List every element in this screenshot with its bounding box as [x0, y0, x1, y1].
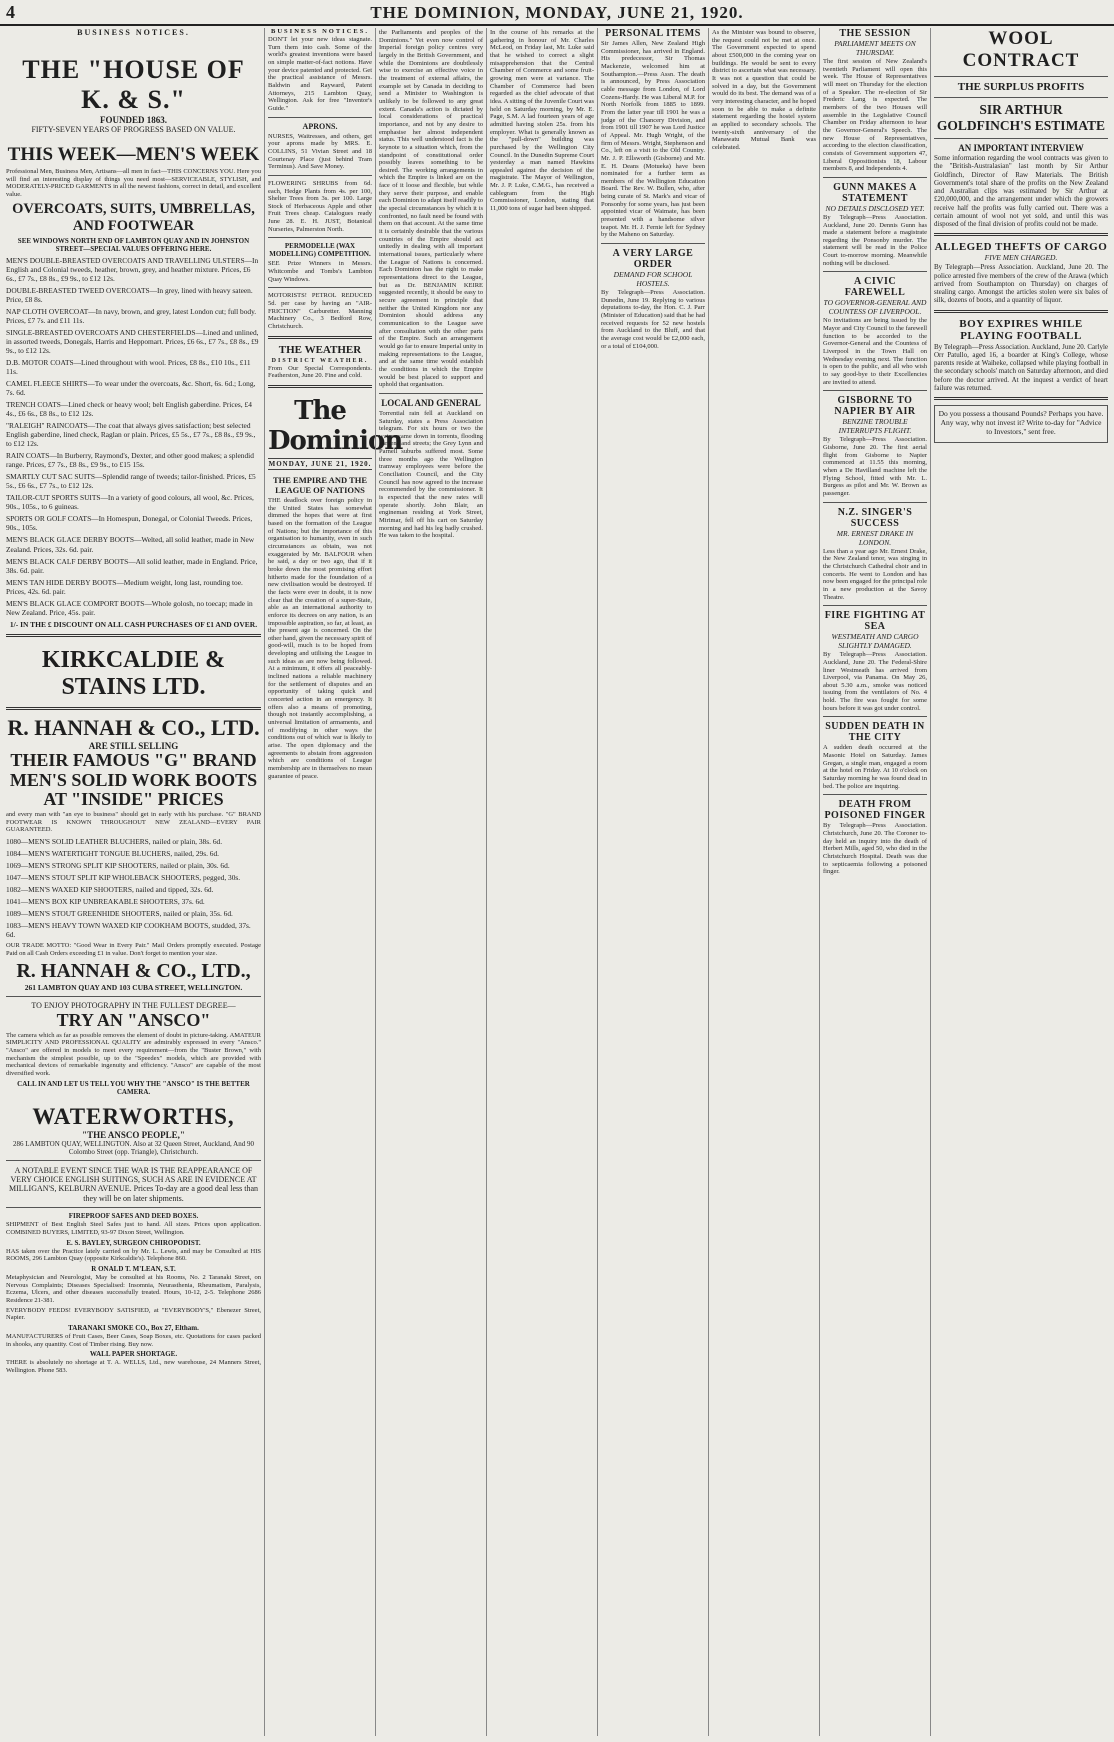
large-order-text: By Telegraph—Press Association. Dunedin, June 19. Replying to various deputations to-day, the Hon. C. J. Parr (Minister of Education) said that he had received requests for 52 new hostels from Auckland to the Bluff, and that the average cost would be £2,000 each, or a total of £104,000.: [601, 289, 705, 350]
kirkcaldie-heading: KIRKCALDIE & STAINS LTD.: [41, 646, 226, 700]
interview-heading: AN IMPORTANT INTERVIEW: [958, 143, 1084, 153]
motorists-ad: MOTORISTS! PETROL REDUCED 5d. per case by having an "AIR-FRICTION" Carburetter. Manning Machinery Co., 3 Bedford Row, Christchurch.: [268, 292, 372, 331]
singer-sub: MR. ERNEST DRAKE IN LONDON.: [836, 528, 914, 547]
permodelle-text: SEE Prize Winners in Messrs. Whitcombe and Tombs's Lambton Quay Windows.: [268, 260, 372, 283]
local-general-heading: LOCAL AND GENERAL: [381, 397, 481, 408]
wall-paper-heading: WALL PAPER SHORTAGE.: [89, 1350, 178, 1359]
aprons-heading: APRONS.: [302, 121, 338, 131]
ks-price-item: DOUBLE-BREASTED TWEED OVERCOATS—In grey, lined with heavy sateen. Price, £8 8s.: [6, 285, 253, 304]
newspaper-title: THE DOMINION, MONDAY, JUNE 21, 1920.: [370, 3, 744, 22]
ansco-heading: TRY AN "ANSCO": [56, 1009, 211, 1030]
gisborne-sub: BENZINE TROUBLE INTERRUPTS FLIGHT.: [838, 417, 912, 436]
local-general-text: Torrential rain fell at Auckland on Saturday, states a Press Association telegram. For six hours or two the waters came down in torrents, flooding gardens and streets; the Grey Lynn and Parnell suburbs suffered most. Some three months ago the Wellington tramway employees were before the Conciliation Council, and the City Council has now agreed to the increase recommended by the commissioner. It is expected that the new rates will operate shortly. John Blair, an engineman residing at York Street, Mirimar, fell off his cart on Saturday morning and had his leg badly crushed. He was taken to the hospital.: [379, 409, 483, 540]
ks-price-item: TAILOR-CUT SPORTS SUITS—In a variety of good colours, all wool, &c. Prices, 90s., 105s., to 6 guineas.: [6, 493, 254, 512]
column-6-text: As the Minister was bound to observe, the request could not be met at once. The Government expected to spend about £500,000 in the coming year on buildings. He would be sent to every district to ascertain what was necessary. It was not a question that could be solved in a day, but the Government would do its best. The demand was of a very interesting character, and he hoped soon to be able to make a definite statement regarding the hostel system as applied to secondary schools. The twenty-sixth anniversary of the Manawatu Mutual Bank was celebrated.: [712, 29, 816, 151]
column-4-text: In the course of his remarks at the gathering in honour of Mr. Charles McLeod, on Friday last, Mr. Luke said that he wished to correct a slight misapprehension that the Central Chamber of Commerce and some fruit-growing men were at variance. The Chamber of Commerce had been regarded as the chief advocate of that idea. A sitting of the Juvenile Court was held on Saturday morning, by Mr. E. Page, S.M. A lad fourteen years of age admitted having stolen 25s. from his employer. What is generally known as the "pull-down" building was purchased by the Wellington City Council. In the Dunedin Supreme Court yesterday a man named Hawkins appealed against the decision of the magistrate. The Mayor of Wellington, Mr. J. P. Luke, C.M.G., has received a cablegram from the High Commissioner, London, stating that 11,000 tons of sugar had been shipped.: [490, 29, 594, 213]
column-ads-1: [6, 28, 261, 1736]
founded-label: FOUNDED 1863.: [100, 115, 167, 125]
boy-football-text: By Telegraph—Press Association. Auckland, June 20. Carlyle Orr Patullo, aged 16, a boarder at King's College, whose parents reside at Waiheke, collapsed while playing football in the secondary schools' match on Saturday afternoon, and died before the doctor arrived. At the inquest a verdict of heart failure was returned.: [934, 342, 1108, 392]
weather-heading: THE WEATHER: [278, 343, 362, 356]
hannah-motto: OUR TRADE MOTTO: "Good Wear in Every Pair." Mail Orders promptly executed. Postage Paid on all Cash Orders exceeding £1 in value. Don't forget to mention your size.: [6, 942, 261, 958]
fire-heading: FIRE FIGHTING AT SEA: [824, 610, 926, 633]
ks-price-item: SINGLE-BREASTED OVERCOATS AND CHESTERFIELDS—Lined and unlined, in assorted tweeds, Donegals, Harris and Heppomart. Prices, £6 6s., £7 7s., £8 8s., £9 9s., to £12 12s.: [6, 327, 259, 355]
ks-price-item: TRENCH COATS—Lined check or heavy wool; belt English gaberdine. Prices, £4 4s., £6 6s., £8 8s., to £12 12s.: [6, 400, 252, 419]
hannah-price-item: 1084—MEN'S WATERTIGHT TONGUE BLUCHERS, nailed, 29s. 6d.: [6, 849, 220, 859]
progress-tagline: FIFTY-SEVEN YEARS OF PROGRESS BASED ON VALUE.: [31, 125, 236, 134]
waterworths-sub: "THE ANSCO PEOPLE,": [82, 1129, 185, 1140]
column-2: [268, 28, 403, 1736]
shrubs-ad: FLOWERING SHRUBS from 6d. each, Hedge Plants from 4s. per 100, Shelter Trees from 3s. per 100. Large Stock of Herbaceous Apple and other Fruit Trees cheap. Catalogues ready June 28. E. H. JUST, Botanical Nurseries, Palmerston North.: [268, 179, 372, 233]
dominion-nameplate: The Dominion: [268, 396, 403, 456]
hannah-price-item: 1041—MEN'S BOX KIP UNBREAKABLE SHOOTERS, 37s. 6d.: [6, 897, 205, 907]
hannah-address: 261 LAMBTON QUAY AND 103 CUBA STREET, WELLINGTON.: [24, 982, 243, 992]
milligans-ad: A NOTABLE EVENT SINCE THE WAR IS THE REAPPEARANCE OF VERY CHOICE ENGLISH SUITINGS, SUCH AS ARE IN EVIDENCE AT MILLIGAN'S, KELBURN AVENUE. Prices To-day are a good deal less than they will be on later shipments.: [9, 1165, 258, 1203]
ks-price-item: MEN'S BLACK CALF DERBY BOOTS—All solid leather, made in England. Price, 38s. 6d. pair.: [6, 556, 258, 575]
everybody-ad: EVERYBODY FEEDS! EVERYBODY SATISFIED, at "EVERYBODY'S," Ebenezer Street, Napier.: [6, 1306, 261, 1322]
column-5: [601, 28, 705, 1736]
personal-items-text: Sir James Allen, New Zealand High Commissioner, has arrived in England. His predecessor, Sir Thomas Mackenzie, welcomed him at Southampton.—Press Assn. The death is announced, by Press Association cable message from London, of Lord Cozens-Hardy. He was Liberal M.P. for North Norfolk from 1885 to 1899. From the latter year till 1901 he was a judge of the Chancery Division, and from 1901 till 1907 he was Lord Justice of Appeal. Mr. Hugh Wright, of the firm of Messrs. Wright, Stephenson and Co., left on a visit to the Old Country. Mr. J. P. Ellsworth (Gisborne) and Mr. E. H. Deans (Motueka) have been nominated for a further term as members of the Wellington Education Board. The Rev. W. Bullen, who, after being curate of St. Mark's and vicar of Ponsonby for some years, has just been appointed vicar of Waimate, has been presented with a handsome silver teapot. Mr. H. J. Fernie left for Sydney by the Maheno on Saturday.: [601, 40, 705, 239]
ks-price-item: MEN'S BLACK GLACE DERBY BOOTS—Welted, all solid leather, made in New Zealand. Prices, 32s. 6d. pair.: [6, 535, 255, 554]
editorial-date: MONDAY, JUNE 21, 1920.: [268, 460, 372, 468]
business-notices-heading: BUSINESS NOTICES.: [77, 28, 190, 37]
mclean-text: Metaphysician and Neurologist, May be consulted at his Rooms, No. 2 Taranaki Street, on Nervous Complaints; Diseases Specialised: Insomnia, Neurasthenia, Rheumatism, Paralysis, Eczema, Ulcers, and other diseases successfully treated. Hours, 10-12, 2-5. Telephone 2686 Residence 21-381.: [6, 1273, 261, 1304]
ks-price-item: "RALEIGH" RAINCOATS—The coat that always gives satisfaction; best selected English gaberdine, lined check, Raglan or plain. Prices, £5 5s., £7 7s., £8 8s., £9 9s., to £12 12s.: [6, 421, 256, 449]
ansco-intro: TO ENJOY PHOTOGRAPHY IN THE FULLEST DEGREE—: [31, 1000, 236, 1010]
goldfinch-heading: SIR ARTHUR GOLDFINCH'S ESTIMATE: [936, 102, 1106, 133]
hannah-price-item: 1069—MEN'S STRONG SPLIT KIP SHOOTERS, nailed or plain, 30s. 6d.: [6, 861, 230, 871]
hannah-price-item: 1083—MEN'S HEAVY TOWN WAXED KIP COOKHAM BOOTS, studded, 37s. 6d.: [6, 921, 251, 940]
hannah-price-item: 1082—MEN'S WAXED KIP SHOOTERS, nailed and tipped, 32s. 6d.: [6, 885, 214, 895]
column-7: [823, 28, 927, 1736]
fire-sub: WESTMEATH AND CARGO SLIGHTLY DAMAGED.: [831, 632, 919, 651]
singer-heading: N.Z. SINGER'S SUCCESS: [837, 506, 913, 529]
ks-price-item: SMARTLY CUT SAC SUITS—Splendid range of tweeds; tailor-finished. Prices, £5 5s., £6 6s., £7 7s., to £12 12s.: [6, 472, 256, 491]
weather-sub: DISTRICT WEATHER.: [271, 357, 369, 364]
large-order-sub: DEMAND FOR SCHOOL HOSTELS.: [613, 270, 693, 289]
mens-week-heading: THIS WEEK—MEN'S WEEK: [7, 144, 260, 165]
hannah-price-item: 1047—MEN'S STOUT SPLIT KIP WHOLEBACK SHOOTERS, pegged, 30s.: [6, 873, 241, 883]
ks-price-item: MEN'S DOUBLE-BREASTED OVERCOATS AND TRAVELLING ULSTERS—In English and Colonial tweeds, heather, brown, grey, and heather mixture. Prices, £6 6s., £7 7s., £8 8s., £9 9s., to £12 12s.: [6, 255, 259, 283]
fireproof-heading: FIREPROOF SAFES AND DEED BOXES.: [68, 1212, 199, 1221]
hannah-heading: R. HANNAH & CO., LTD.: [7, 714, 260, 740]
ansco-call: CALL IN AND LET US TELL YOU WHY THE "ANSCO" IS THE BETTER CAMERA.: [17, 1079, 250, 1096]
singer-text: Less than a year ago Mr. Ernest Drake, the New Zealand tenor, was singing in the Christchurch Cathedral choir and in concerts. He went to London and has now been engaged for the principal role in a new production at the Savoy Theatre.: [823, 547, 927, 601]
taranaki-text: MANUFACTURERS of Fruit Cases, Beer Cases, Soap Boxes, etc. Quotations for cases packed in shooks, any quantity. Cost of Timber rising. Buy now.: [6, 1332, 261, 1348]
editorial-heading: THE EMPIRE AND THE LEAGUE OF NATIONS: [272, 475, 368, 495]
permodelle-heading: PERMODELLE (WAX MODELLING) COMPETITION.: [269, 242, 371, 259]
ks-price-item: SPORTS OR GOLF COATS—In Homespun, Donegal, or Colonial Tweeds. Prices, 90s., 105s.: [6, 514, 253, 533]
ks-price-item: NAP CLOTH OVERCOAT—In navy, brown, and grey, latest London cut; full body. Prices, £7 7s. and £11 11s.: [6, 306, 257, 325]
civic-text: No invitations are being issued by the Mayor and City Council to the farewell function to be accorded to the Governor-General and the Countess of Liverpool in the Town Hall on Wednesday evening next. The function is open to the public, and all who wish to say good-bye to their Excellencies are invited to attend.: [823, 317, 927, 386]
page-number: 4: [6, 2, 15, 22]
civic-heading: A CIVIC FAREWELL: [844, 276, 906, 299]
ks-price-item: RAIN COATS—In Burberry, Raymond's, Dexter, and other good makes; a splendid range. Prices, £7 7s., £8 8s., £9 9s., to £15 15s.: [6, 451, 254, 470]
fireproof-text: SHIPMENT of Best English Steel Safes just to hand. All sizes. Prices upon application. COMBINED BUYERS, LIMITED, 93-97 Dixon Street, Wellington.: [6, 1221, 261, 1237]
session-sub: PARLIAMENT MEETS ON THURSDAY.: [834, 39, 916, 57]
house-of-ks-heading: THE "HOUSE OF K. & S.": [22, 55, 245, 114]
bayley-heading: E. S. BAYLEY, SURGEON CHIROPODIST.: [66, 1238, 201, 1247]
personal-items-heading: PERSONAL ITEMS: [605, 28, 701, 39]
sudden-death-text: A sudden death occurred at the Masonic Hotel on Saturday. James Gregan, a single man, engaged a room at the hotel on Friday. At 10 o'clock on Saturday morning he was found dead in bed. The police are inquiring.: [823, 744, 927, 790]
fire-text: By Telegraph—Press Association. Auckland, June 20. The Federal-Shire liner Westmeath has arrived from Liverpool, via Panama. On May 26, about 5.30 a.m., smoke was noticed issuing from the ventilators of No. 4 hold. The fire was fought for some hours before it was got under control.: [823, 651, 927, 712]
editorial-continued: the Parliaments and peoples of the Dominions." Yet even now control of Imperial foreign policy centres very largely in the British Government, and while the Dominions are doubtlessly wise to exercise an effective voice in the treatment of external affairs, the example set by Canada in deciding to send a Minister to Washington is unlikely to be followed to any great extent. Canada's action is dictated by local considerations of practical importance, and not by any desire to emphasise her almost independent status. This well understood fact is the keynote to a situation which, from the standpoint of constitutional order possibly leaves something to be desired. The working arrangements in which the Empire is linked are on the face of it loose and flexible, but while they serve their purpose, and enable each Dominion to adapt itself readily to the special circumstances by which it is confronted, no fault need be found with them on that account. At the same time it is certainly desirable that the various countries of the Empire should act unitedly in dealing with all important international issues, particularly where the League of Nations is concerned. Each Dominion has the right to make representations direct to the League, but as Dr. BENJAMIN KEIRE suggested recently, it should be easy to secure agreement in principle that neither the United Kingdom nor any Dominion should address any communication to the League save after consultation with the other parts of the Empire. Such an arrangement would go far to ensure Imperial unity in making representations to the League, and at the same time would establish the conditions in which the Empire would be best placed to support and uphold that organisation.: [379, 29, 483, 389]
ansco-text: The camera which as far as possible removes the element of doubt in picture-taking. AMATEUR SIMPLICITY AND PROFESSIONAL QUALITY are admirably expressed in every "Ansco." "Ansco" are offered in models to meet every requirement—from the "Buster Brown," with mechanism the simplest possible, up to the "Speedex" models, which are provided with mechanical devices of remarkable ingenuity and efficiency. "Ansco" are capable of the most diversified work.: [6, 1031, 261, 1077]
session-heading: THE SESSION: [839, 28, 911, 39]
cargo-thefts-heading: ALLEGED THEFTS OF CARGO: [934, 241, 1108, 254]
column-6: [712, 28, 816, 1736]
hannah-heading-2: R. HANNAH & CO., LTD.,: [16, 959, 251, 982]
surplus-profits-heading: THE SURPLUS PROFITS: [957, 81, 1085, 93]
civic-sub: TO GOVERNOR-GENERAL AND COUNTESS OF LIVERPOOL.: [823, 298, 927, 317]
g-brand-heading: THEIR FAMOUS "G" BRAND MEN'S SOLID WORK BOOTS AT "INSIDE" PRICES: [9, 749, 258, 810]
masthead: [0, 0, 1114, 26]
cargo-thefts-text: By Telegraph—Press Association. Auckland, June 20. The police arrested five members of the crew of the Arawa (which arrived from Southampton on Thursday) on charges of stealing cargo. Amongst the articles stolen were six bales of silk, dozens of boots, and a quantity of liquor.: [934, 263, 1108, 305]
sudden-death-heading: SUDDEN DEATH IN THE CITY: [825, 721, 925, 744]
boy-football-heading: BOY EXPIRES WHILE PLAYING FOOTBALL: [959, 317, 1083, 342]
poisoned-finger-text: By Telegraph—Press Association. Christchurch, June 20. The Coroner to-day held an inquiry into the death of Herbert Mills, aged 50, who died in the Christchurch Hospital. Death was due to septicaemia following a poisoned finger.: [823, 822, 927, 876]
wall-paper-text: THERE is absolutely no shortage at T. A. WELLS, Ltd., new warehouse, 24 Manners Street, Wellington. Phone 583.: [6, 1359, 261, 1374]
column-3: [379, 28, 483, 1736]
gisborne-text: By Telegraph—Press Association. Gisborne, June 20. The first aerial flight from Gisborne to Napier commenced at 11.55 this morning, when a De Havilland machine left the Flying School, fitted with Mr. L. Burgess as pilot and Mr. W. Brown as passenger.: [823, 436, 927, 497]
mens-week-text: Professional Men, Business Men, Artisans—all men in fact—THIS CONCERNS YOU. Here you will find an interesting display of things you need most—SERVICEABLE, STYLISH, and MODERATELY-PRICED GARMENTS in all the newest fashions, correct in detail, and excellent value.: [6, 168, 261, 198]
hannah-price-list: [6, 837, 261, 939]
investors-ad-text: Do you possess a thousand Pounds? Perhaps you have. Any way, why not invest it? Write to-day for "Advice to Investors," sent free.: [938, 409, 1104, 436]
hannah-price-item: 1080—MEN'S SOLID LEATHER BLUCHERS, nailed or plain, 38s. 6d.: [6, 837, 223, 847]
ks-price-item: CAMEL FLEECE SHIRTS—To wear under the overcoats, &c. Short, 6s. 6d.; Long, 7s. 6d.: [6, 379, 256, 398]
investors-ad: [934, 405, 1108, 443]
column-4: [490, 28, 594, 1736]
taranaki-heading: TARANAKI SMOKE CO., Box 27, Eltham.: [68, 1323, 199, 1332]
column-8: [934, 28, 1108, 1736]
session-text: The first session of New Zealand's twentieth Parliament will open this week. The House of Representatives will meet on Thursday for the election of a Speaker. The re-election of Sir Frederic Lang is expected. The members of the two Houses will assemble in the Legislative Council Chamber on Friday afternoon to hear the Governor-General's Speech. The new House of Representatives, according to the election classification, consists of Government supporters 47, Liberal Oppositionists 18, Labour members 8, and Independents 4.: [823, 58, 927, 173]
editorial-text: THE deadlock over foreign policy in the United States has somewhat dimmed the hopes that were at first based on the formation of the League of Nations; but the importance of this organisation to humanity, even in such circumstances as obtain, was not exaggerated by Mr. BALFOUR when he said, a day or two ago, that if it broke down the most promising effort hitherto made for the foundation of a new civilisation would be destroyed. If the facts were ever in doubt, it is now clear that the creation of a super-State, able as an international authority to enforce its decrees on any nation, is an impossible aspiration, so far, at least, as the present age is concerned. On the other hand, given the necessary spirit of good-will, much is to be hoped from developing and utilising the League in such ideas as are now being followed. At a minimum, it offers all peaceably-inclined nations a reliable machinery for the settlement of disputes and an opportunity of taking quick and concerted action in an emergency. It offers also a means of promoting, though not instantly accomplishing, a universal limitation of armaments, and of modifying in other ways the conditions out of which war is likely to arise. The open diplomacy and the agreements to abstain from aggression which are conditions of League membership are in themselves no mean guarantee of peace.: [268, 497, 372, 780]
ks-price-item: MEN'S BLACK GLACE COMPORT BOOTS—Whole golosh, no toecap; made in New Zealand. Price, 45s. pair.: [6, 598, 253, 617]
weather-text: From Our Special Correspondents. Featherston, June 20. Fine and cold.: [268, 364, 372, 380]
patent-ad: DON'T let your new ideas stagnate. Turn them into cash. Some of the world's greatest inventions were based on simple matter-of-fact notions. Have your device patented and protected. Get the practical assistance of Messrs. Baldwin and Rayward, Patent Attorneys, 215 Lambton Quay, Wellington. Ask for free "Inventor's Guide.": [268, 36, 372, 112]
ks-price-list: [6, 256, 261, 617]
still-selling-label: ARE STILL SELLING: [88, 740, 179, 751]
gunn-sub: NO DETAILS DISCLOSED YET.: [825, 203, 925, 213]
wool-contract-heading: WOOL CONTRACT: [962, 28, 1080, 71]
hannah-price-item: 1089—MEN'S STOUT GREENHIDE SHOOTERS, nailed or plain, 35s. 6d.: [6, 909, 233, 919]
gisborne-heading: GISBORNE TO NAPIER BY AIR: [834, 395, 916, 418]
overcoats-heading: OVERCOATS, SUITS, UMBRELLAS, AND FOOTWEAR: [12, 200, 255, 234]
gunn-heading: GUNN MAKES A STATEMENT: [833, 181, 917, 204]
large-order-heading: A VERY LARGE ORDER: [612, 248, 694, 271]
aprons-text: NURSES, Waitresses, and others, get your aprons made by MRS. E. COLLINS, 51 Vivian Street and 18 Courtenay Place (just behind Tram Terminus). And Save Money.: [268, 132, 372, 171]
business-notices-heading-2: BUSINESS NOTICES.: [271, 28, 369, 35]
mclean-heading: R ONALD T. M'LEAN, S.T.: [91, 1264, 176, 1273]
poisoned-finger-heading: DEATH FROM POISONED FINGER: [824, 799, 926, 822]
waterworths-heading: WATERWORTHS,: [32, 1103, 235, 1129]
waterworths-address: 286 LAMBTON QUAY, WELLINGTON. Also at 32 Queen Street, Auckland, And 90 Colombo Street (opp. Triangle), Christchurch.: [13, 1139, 254, 1156]
ks-price-item: D.B. MOTOR COATS—Lined throughout with wool. Prices, £8 8s., £10 10s., £11 11s.: [6, 357, 251, 376]
gunn-text: By Telegraph—Press Association. Auckland, June 20. Dennis Gunn has made a statement before a magistrate regarding the Ponsonby murder. The statement will be read in the Police Court to-morrow morning. Meanwhile nothing will be disclosed.: [823, 213, 927, 267]
hannah-text: and every man with "an eye to business" should get in early with his purchase. "G" BRAND FOOTWEAR IS KNOWN THROUGHOUT NEW ZEALAND—EVERY PAIR GUARANTEED.: [6, 811, 261, 834]
windows-notice: SEE WINDOWS NORTH END OF LAMBTON QUAY AND IN JOHNSTON STREET—SPECIAL VALUES OFFERING HERE.: [17, 236, 250, 253]
bayley-text: HAS taken over the Practice lately carried on by Mr. L. Lewis, and may be Consulted at HIS ROOMS, 296 Lambton Quay (opposite Kirkcaldie's). Telephone 860.: [6, 1247, 261, 1263]
discount-notice: 1/- IN THE £ DISCOUNT ON ALL CASH PURCHASES OF £1 AND OVER.: [9, 619, 258, 629]
cargo-thefts-sub: FIVE MEN CHARGED.: [984, 253, 1058, 263]
wool-contract-text: Some information regarding the wool contracts was given to the "British-Australasian" last month by Sir Arthur Goldfinch, Director of Raw Materials. The British Government's total share of the profits on the New Zealand and Australian clips was estimated by Sir Arthur at £20,000,000, and the arrangement under which the growers receive half the profits was fully carried out. There was a certain amount of wool not yet sold, and until this was disposed of the final division of profits could not be made.: [934, 154, 1108, 228]
ks-price-item: MEN'S TAN HIDE DERBY BOOTS—Medium weight, long last, rounding toe. Prices, 42s. 6d. pair.: [6, 577, 243, 596]
